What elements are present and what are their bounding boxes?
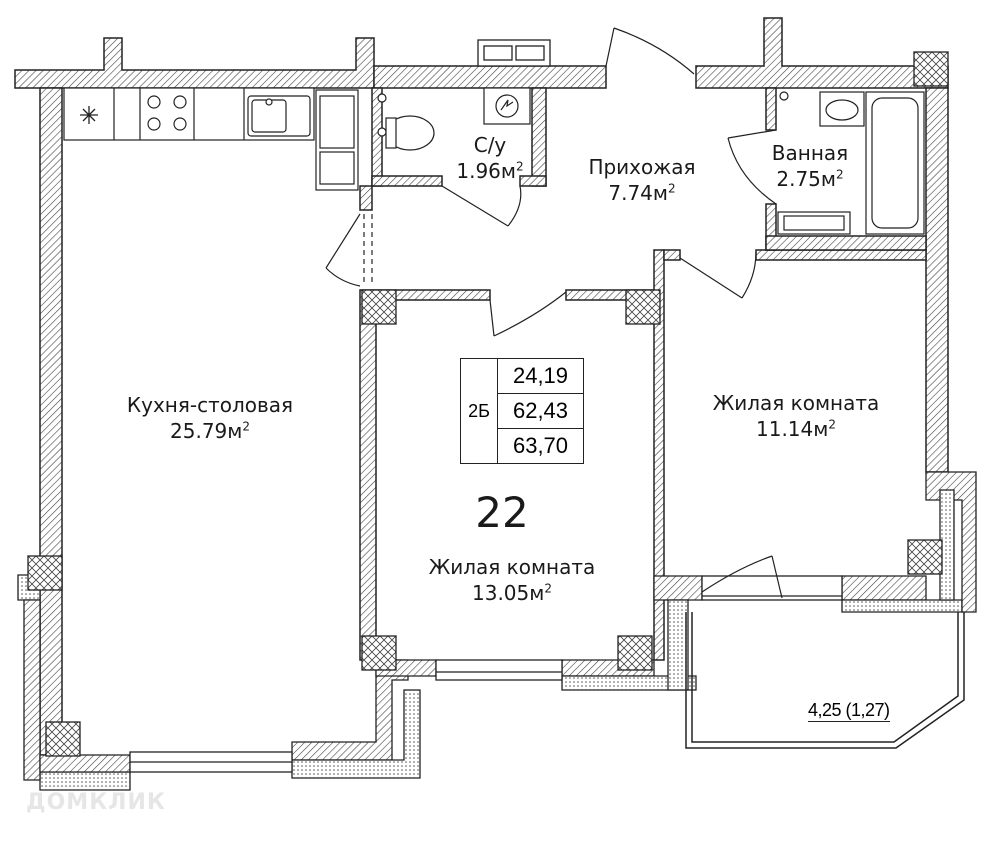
wc-name: С/у xyxy=(473,133,507,157)
wc-label xyxy=(456,132,523,184)
balcony xyxy=(686,612,964,748)
bath-name: Ванная xyxy=(771,141,849,165)
apartment-type: 2Б xyxy=(461,359,498,463)
wc-area: $1.96м^2$ xyxy=(456,159,524,183)
area-living: 24,19 xyxy=(498,359,583,394)
apartment-number: 22 xyxy=(475,488,529,537)
balcony-area-label: 4,25 (1,27) xyxy=(808,700,890,720)
area-total-with-balcony: 63,70 xyxy=(512,433,569,458)
bath-area: $2.75м^2$ xyxy=(776,167,844,191)
hall-area: $7.74м^2$ xyxy=(608,181,676,205)
living-right-name: Жилая комната xyxy=(712,391,880,415)
kitchen-label xyxy=(127,392,293,444)
bath-label xyxy=(772,140,848,192)
watermark: ДОМКЛИК xyxy=(26,790,166,815)
apartment-info-box xyxy=(460,358,584,464)
kitchen-area: $25.79м^2$ xyxy=(170,419,250,443)
kitchen-counter xyxy=(64,88,358,190)
living-center-area: $13.05м^2$ xyxy=(472,581,552,605)
living-right-area: $11.14м^2$ xyxy=(756,417,836,441)
apartment-areas xyxy=(498,359,583,463)
living-right-label xyxy=(713,390,880,442)
hall-label xyxy=(588,154,695,206)
hall-name: Прихожая xyxy=(588,155,696,179)
area-total: 62,43 xyxy=(498,394,583,429)
kitchen-name: Кухня-столовая xyxy=(126,393,294,417)
living-center-name: Жилая комната xyxy=(428,555,596,579)
living-center-label xyxy=(429,554,596,606)
